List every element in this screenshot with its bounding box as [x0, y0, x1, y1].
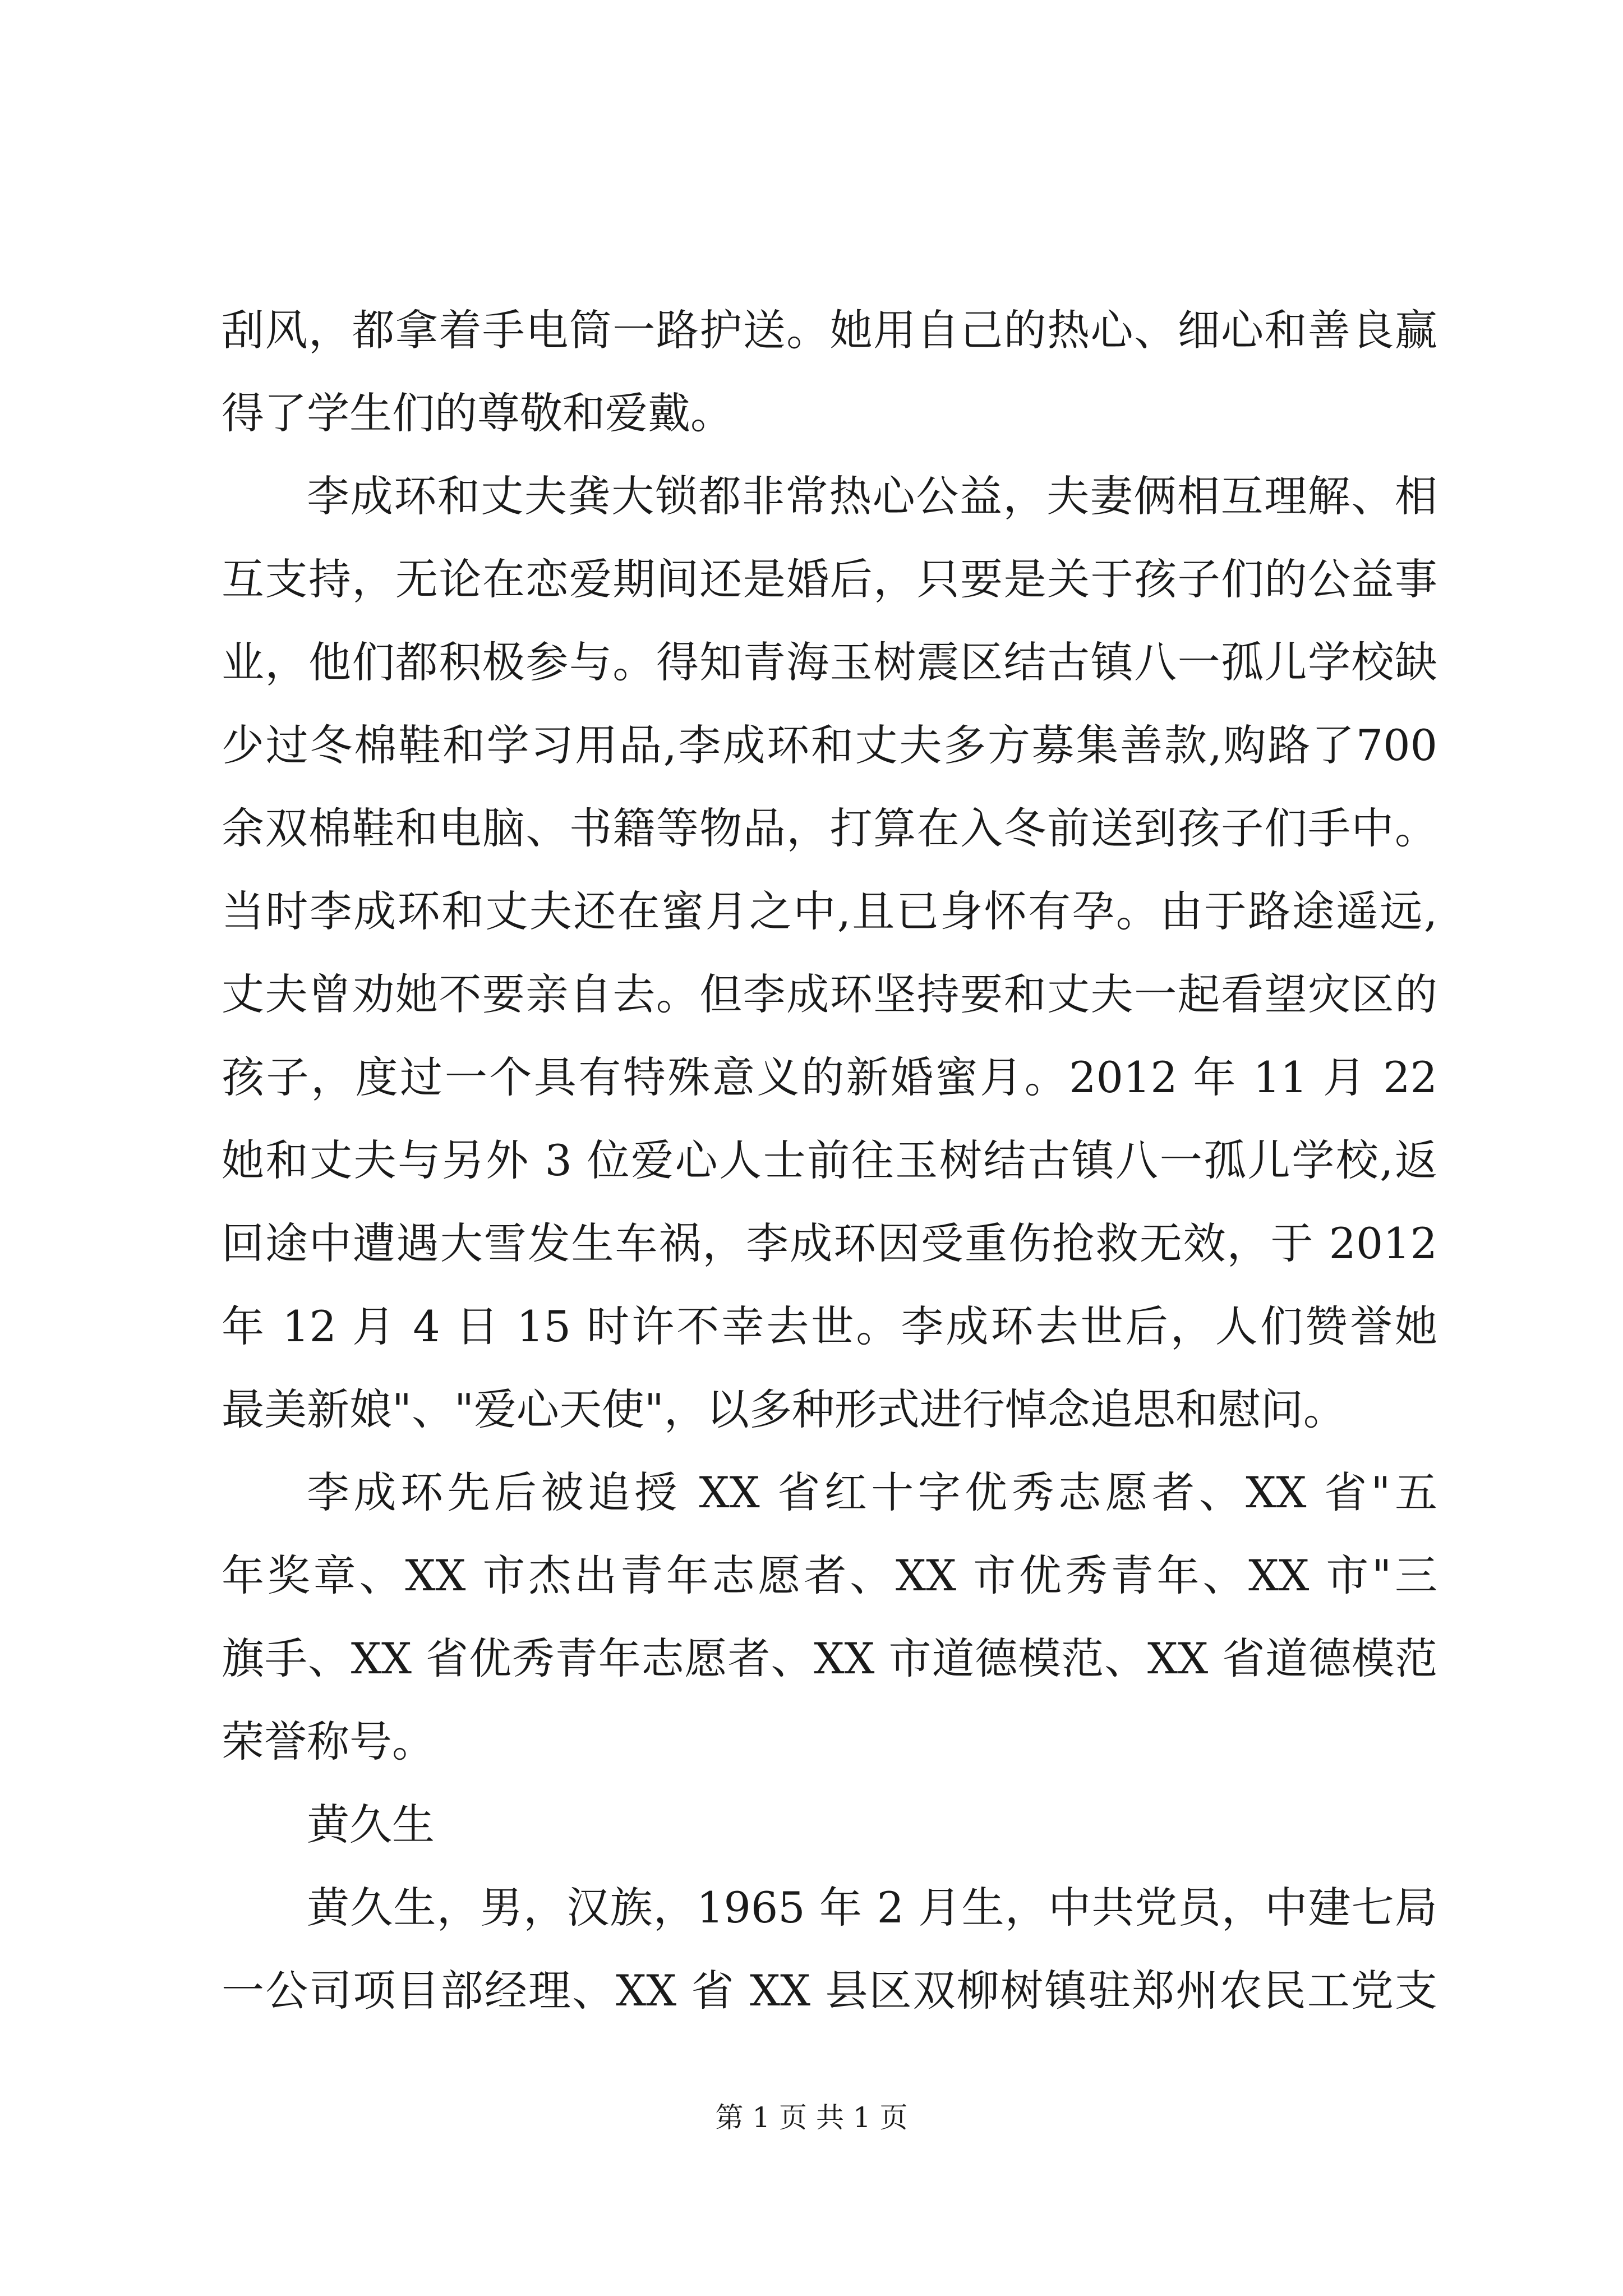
paragraph-line: 一公司项目部经理、XX 省 XX 县区双柳树镇驻郑州农民工党支 — [222, 1966, 1437, 2016]
page-footer — [0, 2098, 1623, 2137]
paragraph-line: 年奖章、XX 市杰出青年志愿者、XX 市优秀青年、XX 市"三 — [222, 1550, 1437, 1600]
paragraph-line: 李成环和丈夫龚大锁都非常热心公益，夫妻俩相互理解、相 — [307, 471, 1437, 521]
paragraph-line: 刮风，都拿着手电筒一路护送。她用自己的热心、细心和善良赢 — [222, 305, 1437, 355]
paragraph-line: 荣誉称号。 — [222, 1717, 435, 1766]
paragraph-line: 她和丈夫与另外 3 位爱心人士前往玉树结古镇八一孤儿学校,返 — [222, 1135, 1437, 1185]
paragraph-line: 回途中遭遇大雪发生车祸，李成环因受重伤抢救无效，于 2012 — [222, 1218, 1437, 1268]
paragraph-line: 丈夫曾劝她不要亲自去。但李成环坚持要和丈夫一起看望灾区的 — [222, 969, 1437, 1019]
document-body — [222, 289, 1437, 2032]
paragraph-line: 余双棉鞋和电脑、书籍等物品，打算在入冬前送到孩子们手中。 — [222, 803, 1437, 853]
section-heading: 黄久生 — [307, 1800, 435, 1849]
paragraph-line: 年 12 月 4 日 15 时许不幸去世。李成环去世后，人们赞誉她 — [222, 1301, 1437, 1351]
paragraph-line: 少过冬棉鞋和学习用品,李成环和丈夫多方募集善款,购路了700 — [222, 720, 1437, 770]
paragraph-line: 互支持，无论在恋爱期间还是婚后，只要是关于孩子们的公益事 — [222, 554, 1437, 604]
paragraph-line: 得了学生们的尊敬和爱戴。 — [222, 388, 733, 438]
paragraph-line: 孩子，度过一个具有特殊意义的新婚蜜月。2012 年 11 月 22 — [222, 1052, 1437, 1102]
page-number-label: 第 1 页 共 1 页 — [715, 2101, 908, 2134]
paragraph-line: 黄久生，男，汉族，1965 年 2 月生，中共党员，中建七局 — [307, 1883, 1437, 1932]
paragraph-line: 最美新娘"、"爱心天使"，以多种形式进行悼念追思和慰问。 — [222, 1384, 1346, 1434]
paragraph-line: 当时李成环和丈夫还在蜜月之中,且已身怀有孕。由于路途遥远, — [222, 886, 1437, 936]
paragraph-line: 李成环先后被追授 XX 省红十字优秀志愿者、XX 省"五 — [307, 1467, 1437, 1517]
paragraph-line: 旗手、XX 省优秀青年志愿者、XX 市道德模范、XX 省道德模范 — [222, 1634, 1437, 1683]
paragraph-line: 业，他们都积极参与。得知青海玉树震区结古镇八一孤儿学校缺 — [222, 637, 1437, 687]
